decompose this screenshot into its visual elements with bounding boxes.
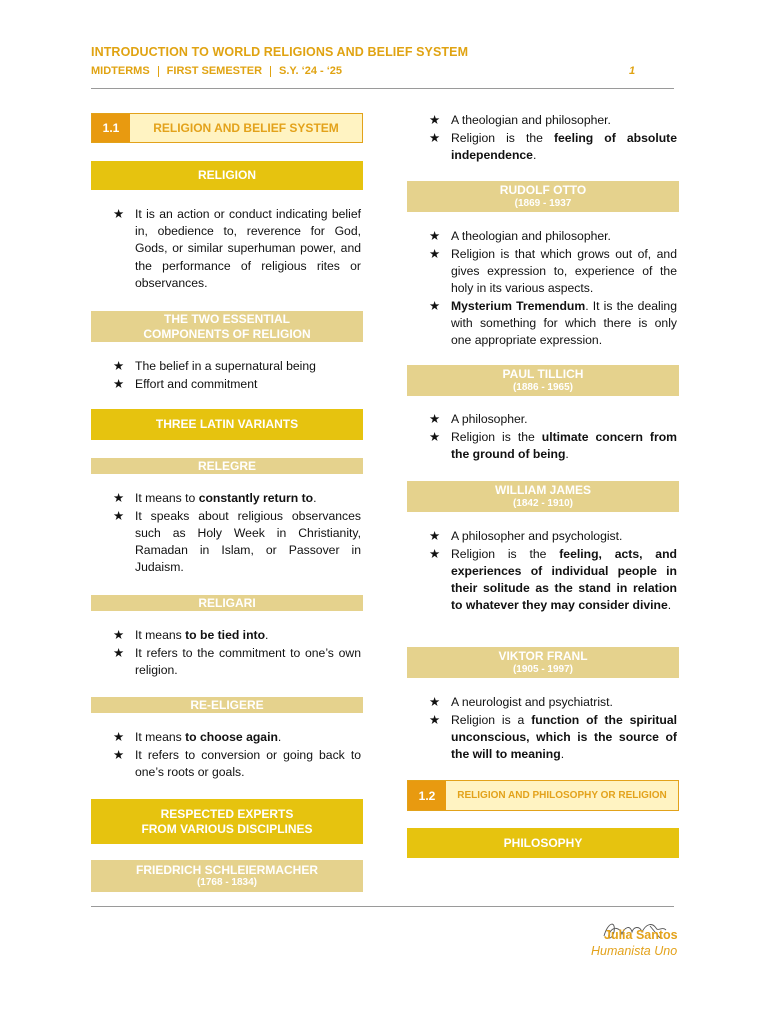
item-text: Religion is the <box>451 130 554 145</box>
item-text: . <box>532 147 537 162</box>
james-heading <box>407 481 679 512</box>
tillich-list <box>429 411 677 464</box>
expert-name: VIKTOR FRANL <box>498 649 588 664</box>
experts-title-line2: FROM VARIOUS DISCIPLINES <box>141 821 313 836</box>
list-item <box>429 246 677 298</box>
term-label: MIDTERMS <box>91 65 150 77</box>
religari-heading <box>91 595 363 611</box>
star-bullet-icon: ★ <box>429 246 441 261</box>
item-text: A philosopher and psychologist. <box>451 529 623 543</box>
item-text: . <box>313 491 317 505</box>
item-bold-text: ultimate concern from the ground of being <box>451 429 677 461</box>
star-bullet-icon: ★ <box>113 747 125 762</box>
item-text: Religion is the <box>451 546 560 561</box>
frankl-list <box>429 694 677 764</box>
star-bullet-icon: ★ <box>113 645 125 660</box>
list-item <box>429 130 677 164</box>
james-list <box>429 528 677 615</box>
section-heading-1-1 <box>91 113 363 143</box>
otto-list <box>429 228 677 350</box>
list-item <box>429 546 677 615</box>
item-text: It speaks about religious observances such as Holy Week in Christianity, Ramadan in Islam, or Passover in Judaism. <box>135 508 361 575</box>
expert-years: (1905 - 1997) <box>512 663 574 675</box>
item-text: Effort and commitment <box>135 376 258 391</box>
components-list <box>113 358 361 393</box>
star-bullet-icon: ★ <box>113 376 125 391</box>
page-number: 1 <box>629 65 636 77</box>
item-text: A theologian and philosopher. <box>451 229 611 243</box>
star-bullet-icon: ★ <box>113 491 125 505</box>
star-bullet-icon: ★ <box>113 730 125 744</box>
list-item <box>429 228 677 245</box>
item-text: . <box>565 446 569 461</box>
expert-name: FRIEDRICH SCHLEIERMACHER <box>135 862 318 877</box>
star-bullet-icon: ★ <box>113 508 125 523</box>
religion-list <box>113 206 361 293</box>
expert-years: (1869 - 1937 <box>514 197 572 209</box>
list-item <box>113 645 361 679</box>
star-bullet-icon: ★ <box>113 207 125 221</box>
list-item <box>113 627 361 644</box>
list-item <box>429 298 677 350</box>
list-item <box>113 747 361 781</box>
item-bold-text: to choose again <box>185 730 278 744</box>
item-bold-text: Mysterium Tremendum <box>451 298 586 313</box>
list-item <box>113 729 361 746</box>
star-bullet-icon: ★ <box>429 298 441 313</box>
header-rule <box>91 88 674 89</box>
section-number: 1.1 <box>92 114 130 142</box>
item-text: The belief in a supernatural being <box>135 359 316 373</box>
religari-list <box>113 627 361 680</box>
author-role: Humanista Uno <box>591 944 678 958</box>
components-title-line2: COMPONENTS OF RELIGION <box>143 326 311 341</box>
schleiermacher-heading <box>91 860 363 892</box>
item-text: It refers to the commitment to one’s own religion. <box>135 645 361 677</box>
list-item <box>429 694 677 711</box>
item-text: It means to <box>135 491 199 505</box>
otto-heading <box>407 181 679 212</box>
list-item <box>429 411 677 428</box>
footer-rule <box>91 906 674 907</box>
item-text: Religion is that which grows out of, and gives expression to, experience of the holy in its various aspects. <box>451 246 677 296</box>
list-item <box>429 712 677 764</box>
list-item <box>113 508 361 577</box>
list-item <box>429 528 677 545</box>
item-bold-text: feeling, acts, and experiences of individual people in their solitude as the stand in relation to whatever they may consider divine <box>451 546 677 613</box>
item-text: It is an action or conduct indicating belief in, obedience to, reverence for God, Gods, or similar superhuman power, and the performance of religious rites or observances. <box>135 207 361 290</box>
school-year-label: S.Y. ‘24 - ‘25 <box>279 65 342 77</box>
religion-title: RELIGION <box>197 168 256 183</box>
expert-years: (1886 - 1965) <box>512 381 574 393</box>
list-item <box>113 490 361 507</box>
reeligere-heading <box>91 697 363 713</box>
item-text: A theologian and philosopher. <box>451 113 611 127</box>
expert-years: (1768 - 1834) <box>196 877 258 889</box>
document-title: INTRODUCTION TO WORLD RELIGIONS AND BELIEF SYSTEM <box>91 45 469 59</box>
religari-title: RELIGARI <box>198 595 256 610</box>
star-bullet-icon: ★ <box>113 359 125 373</box>
religion-heading <box>91 161 363 190</box>
section-heading-1-2 <box>407 780 679 811</box>
item-text: It means <box>135 628 186 642</box>
relegre-title: RELEGRE <box>197 458 256 473</box>
frankl-heading <box>407 647 679 678</box>
philosophy-heading <box>407 828 679 858</box>
item-text: . <box>265 628 269 642</box>
expert-name: RUDOLF OTTO <box>499 183 587 198</box>
item-text: . <box>560 747 565 762</box>
item-text: It refers to conversion or going back to one’s roots or goals. <box>135 747 361 779</box>
experts-heading <box>91 799 363 844</box>
divider <box>270 66 271 77</box>
item-bold-text: to be tied into <box>185 628 266 642</box>
schleiermacher-list <box>429 112 677 165</box>
item-bold-text: constantly return to <box>198 491 314 505</box>
item-text: Religion is the <box>451 429 542 444</box>
components-title-line1: THE TWO ESSENTIAL <box>164 312 290 327</box>
tillich-heading <box>407 365 679 396</box>
list-item <box>113 376 361 393</box>
relegre-list <box>113 490 361 577</box>
star-bullet-icon: ★ <box>429 113 441 127</box>
star-bullet-icon: ★ <box>429 529 441 543</box>
reeligere-list <box>113 729 361 782</box>
section-label: RELIGION AND PHILOSOPHY OR RELIGION <box>457 790 667 801</box>
item-text: . <box>667 598 672 613</box>
item-text: It means <box>135 730 186 744</box>
star-bullet-icon: ★ <box>429 695 441 709</box>
item-text: . <box>277 730 282 744</box>
divider <box>158 66 159 77</box>
expert-name: PAUL TILLICH <box>502 367 584 382</box>
star-bullet-icon: ★ <box>429 712 441 727</box>
star-bullet-icon: ★ <box>113 628 125 642</box>
star-bullet-icon: ★ <box>429 546 441 561</box>
experts-title-line1: RESPECTED EXPERTS <box>160 807 294 822</box>
star-bullet-icon: ★ <box>429 429 441 444</box>
reeligere-title: RE-ELIGERE <box>190 697 264 712</box>
list-item <box>113 358 361 375</box>
expert-name: WILLIAM JAMES <box>495 483 591 498</box>
item-text: Religion is a <box>451 712 532 727</box>
item-text: A neurologist and psychiatrist. <box>451 695 613 709</box>
expert-years: (1842 - 1910) <box>512 497 574 509</box>
item-bold-text: function of the spiritual unconscious, which is the source of the will to meaning <box>451 712 677 762</box>
star-bullet-icon: ★ <box>429 130 441 145</box>
relegre-heading <box>91 458 363 474</box>
star-bullet-icon: ★ <box>429 229 441 243</box>
author-name: Julia Santos <box>604 928 678 942</box>
latin-variants-title: THREE LATIN VARIANTS <box>155 417 299 432</box>
section-label: RELIGION AND BELIEF SYSTEM <box>153 121 339 135</box>
list-item <box>113 206 361 292</box>
list-item <box>429 429 677 463</box>
semester-label: FIRST SEMESTER <box>166 65 263 77</box>
item-bold-text: feeling of absolute independence <box>451 130 677 162</box>
item-text: . It is the dealing with something for which there is only one appropriate expression. <box>451 298 677 348</box>
item-text: A philosopher. <box>451 412 528 426</box>
star-bullet-icon: ★ <box>429 412 441 426</box>
components-heading <box>91 311 363 342</box>
philosophy-title: PHILOSOPHY <box>503 835 583 850</box>
list-item <box>429 112 677 129</box>
section-number: 1.2 <box>408 781 446 810</box>
latin-variants-heading <box>91 409 363 440</box>
document-subtitle <box>91 65 342 77</box>
